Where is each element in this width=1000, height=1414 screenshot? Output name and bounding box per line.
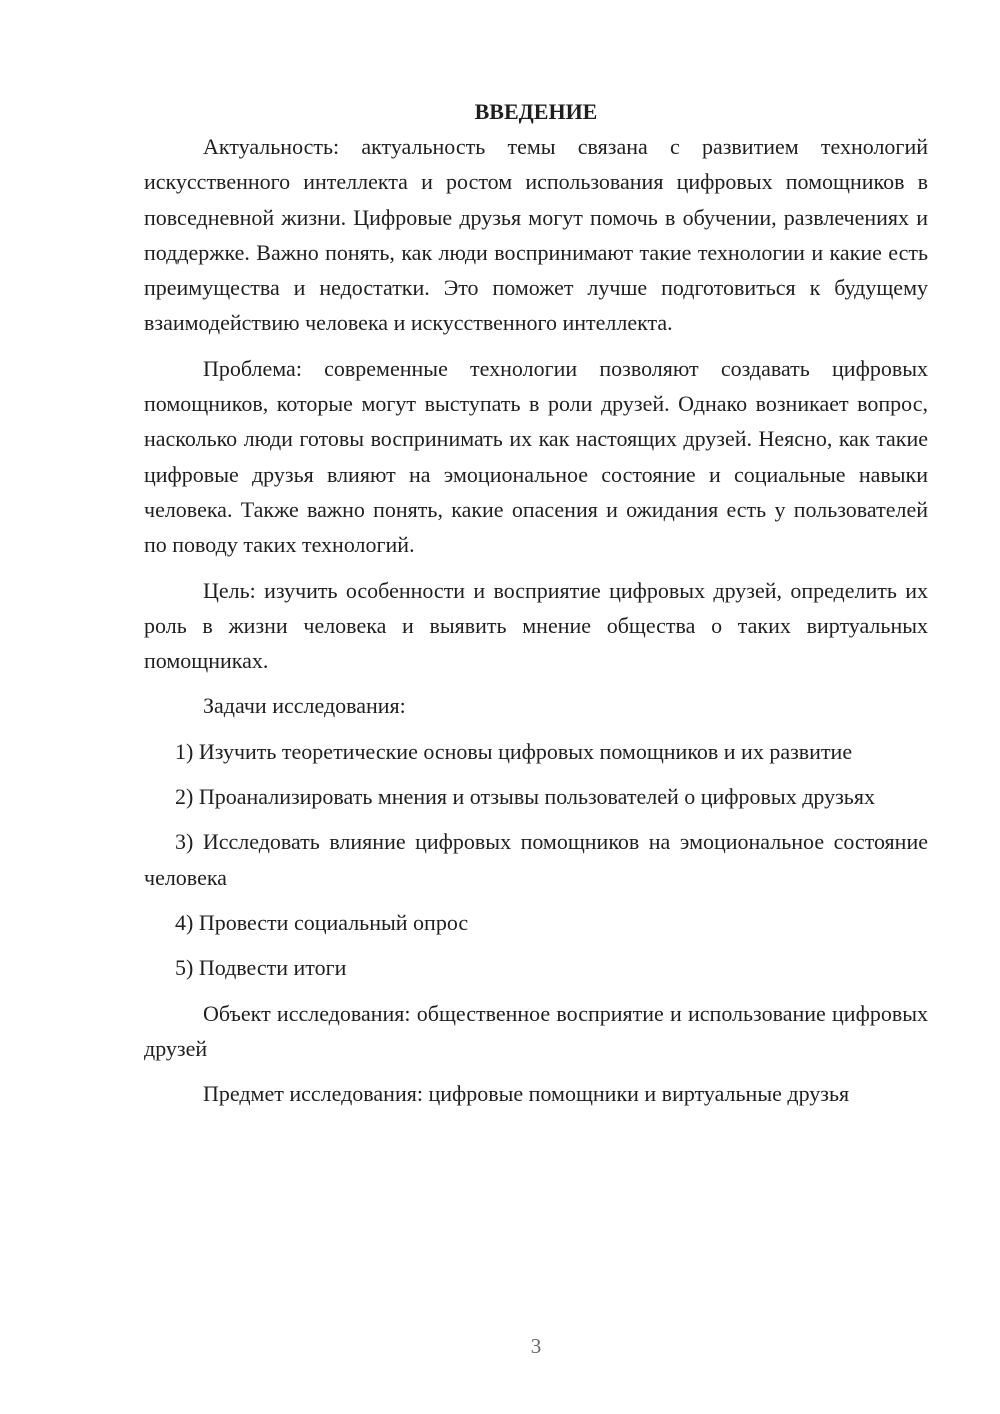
task-item-5: 5) Подвести итоги — [175, 955, 347, 981]
page-number: 3 — [530, 1334, 542, 1358]
goal-paragraph: Цель: изучить особенности и восприятие цифровых друзей, определить их роль в жизни человека и выявить мнение общества о таких виртуальных помощниках. — [144, 577, 928, 674]
tasks-heading: Задачи исследования: — [203, 693, 406, 719]
relevance-paragraph: Актуальность: актуальность темы связана с развитием технологий искусственного интеллекта и ростом использования цифровых помощников в повседневной жизни. Цифровые друзья могут помочь в обучении, развлечениях и поддержке. Важно понять, как люди воспринимают такие технологии и какие есть преимущества и недостатки. Это поможет лучше подготовиться к будущему взаимодействию человека и искусственного интеллекта. — [144, 134, 928, 336]
page-title: ВВЕДЕНИЕ — [474, 99, 598, 124]
task-item-2: 2) Проанализировать мнения и отзывы пользователей о цифровых друзьях — [175, 784, 875, 810]
research-subject-paragraph: Предмет исследования: цифровые помощники и виртуальные друзья — [203, 1081, 850, 1107]
task-item-4: 4) Провести социальный опрос — [175, 909, 469, 935]
task-item-3: 3) Исследовать влияние цифровых помощников на эмоциональное состояние человека — [144, 829, 928, 890]
task-item-1: 1) Изучить теоретические основы цифровых помощников и их развитие — [175, 738, 853, 764]
document-body — [144, 94, 928, 1121]
research-object-paragraph: Объект исследования: общественное восприятие и использование цифровых друзей — [144, 1000, 928, 1061]
problem-paragraph: Проблема: современные технологии позволяют создавать цифровых помощников, которые могут выступать в роли друзей. Однако возникает вопрос, насколько люди готовы воспринимать их как настоящих друзей. Неясно, как такие цифровые друзья влияют на эмоциональное состояние и социальные навыки человека. Также важно понять, какие опасения и ожидания есть у пользователей по поводу таких технологий. — [144, 355, 928, 558]
